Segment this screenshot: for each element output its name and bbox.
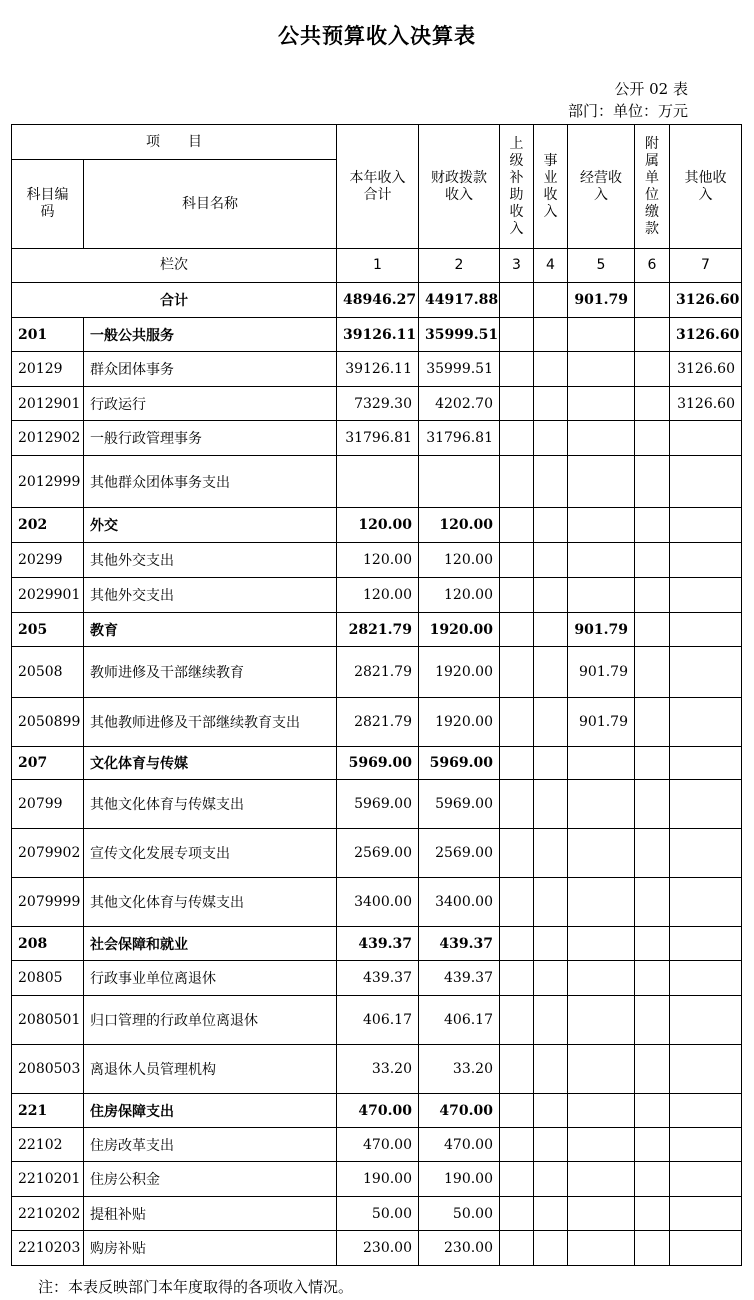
row-operating	[568, 352, 635, 387]
row-total	[337, 456, 419, 508]
row-upper	[500, 780, 534, 829]
row-code: 2080501	[12, 996, 84, 1045]
row-other	[670, 613, 742, 647]
row-fiscal: 5969.00	[419, 780, 500, 829]
column-number: 5	[568, 249, 635, 283]
row-upper	[500, 1045, 534, 1094]
header-name: 科目名称	[84, 160, 337, 249]
row-code: 2210203	[12, 1231, 84, 1266]
row-operating	[568, 1128, 635, 1162]
table-row	[12, 927, 742, 961]
row-operating	[568, 578, 635, 613]
row-operating	[568, 780, 635, 829]
row-total: 230.00	[337, 1231, 419, 1266]
row-name: 其他群众团体事务支出	[84, 456, 337, 508]
row-other	[670, 1162, 742, 1197]
row-business	[534, 421, 568, 456]
row-total: 48946.27	[337, 283, 419, 318]
row-fiscal: 31796.81	[419, 421, 500, 456]
row-name: 文化体育与传媒	[84, 747, 337, 780]
row-name: 群众团体事务	[84, 352, 337, 387]
row-other	[670, 1231, 742, 1266]
row-fiscal: 470.00	[419, 1094, 500, 1128]
row-fiscal: 439.37	[419, 927, 500, 961]
row-total: 5969.00	[337, 780, 419, 829]
row-other: 3126.60	[670, 352, 742, 387]
row-total: 33.20	[337, 1045, 419, 1094]
row-fiscal: 470.00	[419, 1128, 500, 1162]
row-operating	[568, 1045, 635, 1094]
table-row	[12, 780, 742, 829]
row-code: 2079902	[12, 829, 84, 878]
row-name: 住房公积金	[84, 1162, 337, 1197]
row-code: 2029901	[12, 578, 84, 613]
row-business	[534, 318, 568, 352]
row-total: 120.00	[337, 508, 419, 543]
row-name: 其他外交支出	[84, 543, 337, 578]
row-other	[670, 927, 742, 961]
row-operating	[568, 318, 635, 352]
row-upper	[500, 878, 534, 927]
row-operating: 901.79	[568, 283, 635, 318]
row-code: 2079999	[12, 878, 84, 927]
row-upper	[500, 1231, 534, 1266]
row-name: 其他文化体育与传媒支出	[84, 878, 337, 927]
row-affiliated	[635, 352, 670, 387]
unit-label: 部门：单位：万元	[567, 102, 688, 120]
header-upper: 上级补助收入	[500, 125, 534, 249]
table-row	[12, 698, 742, 747]
row-name: 行政事业单位离退休	[84, 961, 337, 996]
row-other	[670, 647, 742, 698]
row-business	[534, 996, 568, 1045]
row-upper	[500, 1197, 534, 1231]
row-code: 20508	[12, 647, 84, 698]
row-affiliated	[635, 1128, 670, 1162]
row-affiliated	[635, 878, 670, 927]
row-affiliated	[635, 578, 670, 613]
row-code: 2012999	[12, 456, 84, 508]
row-total: 470.00	[337, 1094, 419, 1128]
row-upper	[500, 647, 534, 698]
row-total: 50.00	[337, 1197, 419, 1231]
row-total: 406.17	[337, 996, 419, 1045]
table-row	[12, 543, 742, 578]
row-total: 3400.00	[337, 878, 419, 927]
row-upper	[500, 613, 534, 647]
row-code: 201	[12, 318, 84, 352]
row-operating	[568, 387, 635, 421]
row-fiscal	[419, 456, 500, 508]
row-operating: 901.79	[568, 613, 635, 647]
row-fiscal: 50.00	[419, 1197, 500, 1231]
row-upper	[500, 508, 534, 543]
row-code: 2050899	[12, 698, 84, 747]
row-total: 190.00	[337, 1162, 419, 1197]
row-business	[534, 829, 568, 878]
row-name: 住房改革支出	[84, 1128, 337, 1162]
row-fiscal: 44917.88	[419, 283, 500, 318]
row-code: 205	[12, 613, 84, 647]
row-business	[534, 283, 568, 318]
row-other: 3126.60	[670, 318, 742, 352]
row-fiscal: 33.20	[419, 1045, 500, 1094]
row-business	[534, 578, 568, 613]
row-operating	[568, 456, 635, 508]
row-business	[534, 1045, 568, 1094]
row-business	[534, 1231, 568, 1266]
row-upper	[500, 578, 534, 613]
table-row	[12, 578, 742, 613]
row-other: 3126.60	[670, 387, 742, 421]
row-upper	[500, 543, 534, 578]
row-operating	[568, 421, 635, 456]
row-upper	[500, 456, 534, 508]
row-business	[534, 508, 568, 543]
row-upper	[500, 318, 534, 352]
row-other	[670, 747, 742, 780]
row-affiliated	[635, 927, 670, 961]
row-fiscal: 120.00	[419, 578, 500, 613]
row-upper	[500, 387, 534, 421]
row-name: 离退休人员管理机构	[84, 1045, 337, 1094]
row-fiscal: 1920.00	[419, 647, 500, 698]
row-fiscal: 4202.70	[419, 387, 500, 421]
row-code: 20129	[12, 352, 84, 387]
row-other	[670, 996, 742, 1045]
row-code: 22102	[12, 1128, 84, 1162]
column-number: 2	[419, 249, 500, 283]
header-business: 事业收入	[534, 125, 568, 249]
row-upper	[500, 996, 534, 1045]
column-number: 4	[534, 249, 568, 283]
row-code: 2012902	[12, 421, 84, 456]
row-fiscal: 1920.00	[419, 613, 500, 647]
row-total: 5969.00	[337, 747, 419, 780]
row-other	[670, 1094, 742, 1128]
row-other	[670, 421, 742, 456]
row-business	[534, 1128, 568, 1162]
row-upper	[500, 961, 534, 996]
row-operating	[568, 508, 635, 543]
form-number: 公开 02 表	[614, 80, 688, 98]
table-row	[12, 387, 742, 421]
footnote: 注：本表反映部门本年度取得的各项收入情况。	[38, 1278, 354, 1296]
table-row	[12, 352, 742, 387]
row-upper	[500, 698, 534, 747]
table-row	[12, 747, 742, 780]
table-row	[12, 1197, 742, 1231]
row-code: 20799	[12, 780, 84, 829]
row-other	[670, 829, 742, 878]
row-code: 202	[12, 508, 84, 543]
row-other	[670, 456, 742, 508]
row-upper	[500, 829, 534, 878]
row-affiliated	[635, 456, 670, 508]
row-total: 31796.81	[337, 421, 419, 456]
row-fiscal: 439.37	[419, 961, 500, 996]
row-name: 其他教师进修及干部继续教育支出	[84, 698, 337, 747]
row-affiliated	[635, 318, 670, 352]
table-row	[12, 829, 742, 878]
row-total: 439.37	[337, 927, 419, 961]
row-other	[670, 780, 742, 829]
row-business	[534, 387, 568, 421]
row-upper	[500, 747, 534, 780]
row-operating	[568, 1094, 635, 1128]
row-name: 社会保障和就业	[84, 927, 337, 961]
row-upper	[500, 283, 534, 318]
row-fiscal: 2569.00	[419, 829, 500, 878]
row-other	[670, 961, 742, 996]
table-row	[12, 1162, 742, 1197]
table-row	[12, 318, 742, 352]
row-upper	[500, 1128, 534, 1162]
column-number: 7	[670, 249, 742, 283]
column-number: 3	[500, 249, 534, 283]
row-name: 归口管理的行政单位离退休	[84, 996, 337, 1045]
row-operating: 901.79	[568, 647, 635, 698]
row-name: 外交	[84, 508, 337, 543]
row-other	[670, 508, 742, 543]
row-affiliated	[635, 1094, 670, 1128]
row-fiscal: 35999.51	[419, 352, 500, 387]
row-code: 20805	[12, 961, 84, 996]
income-table	[11, 124, 742, 1266]
row-name: 一般行政管理事务	[84, 421, 337, 456]
table-row	[12, 1094, 742, 1128]
header-code: 科目编码	[12, 160, 84, 249]
total-row	[12, 283, 742, 318]
row-fiscal: 120.00	[419, 508, 500, 543]
header-other: 其他收入	[670, 125, 742, 249]
row-business	[534, 698, 568, 747]
row-upper	[500, 927, 534, 961]
row-name: 提租补贴	[84, 1197, 337, 1231]
table-row	[12, 1231, 742, 1266]
row-name: 教师进修及干部继续教育	[84, 647, 337, 698]
column-number: 6	[635, 249, 670, 283]
row-code: 20299	[12, 543, 84, 578]
table-row	[12, 508, 742, 543]
row-affiliated	[635, 698, 670, 747]
row-operating	[568, 878, 635, 927]
row-name: 教育	[84, 613, 337, 647]
header-item: 项 目	[12, 125, 337, 160]
row-total: 120.00	[337, 578, 419, 613]
row-other	[670, 698, 742, 747]
row-business	[534, 352, 568, 387]
row-affiliated	[635, 747, 670, 780]
page-title: 公共预算收入决算表	[278, 24, 476, 48]
row-affiliated	[635, 283, 670, 318]
row-total: 2821.79	[337, 647, 419, 698]
row-name: 其他文化体育与传媒支出	[84, 780, 337, 829]
row-total: 39126.11	[337, 318, 419, 352]
row-fiscal: 230.00	[419, 1231, 500, 1266]
row-operating	[568, 1197, 635, 1231]
header-total: 本年收入合计	[337, 125, 419, 249]
row-operating	[568, 1162, 635, 1197]
row-fiscal: 120.00	[419, 543, 500, 578]
table-row	[12, 456, 742, 508]
table-row	[12, 1128, 742, 1162]
row-upper	[500, 1094, 534, 1128]
row-affiliated	[635, 961, 670, 996]
header-affiliated: 附属单位缴款	[635, 125, 670, 249]
row-operating	[568, 996, 635, 1045]
row-fiscal: 190.00	[419, 1162, 500, 1197]
row-affiliated	[635, 1162, 670, 1197]
row-other	[670, 1128, 742, 1162]
row-upper	[500, 1162, 534, 1197]
row-affiliated	[635, 421, 670, 456]
table-row	[12, 647, 742, 698]
row-business	[534, 780, 568, 829]
row-code: 221	[12, 1094, 84, 1128]
row-affiliated	[635, 387, 670, 421]
row-affiliated	[635, 996, 670, 1045]
column-number: 1	[337, 249, 419, 283]
row-total: 39126.11	[337, 352, 419, 387]
row-total: 470.00	[337, 1128, 419, 1162]
row-other: 3126.60	[670, 283, 742, 318]
row-name: 一般公共服务	[84, 318, 337, 352]
row-affiliated	[635, 1231, 670, 1266]
row-business	[534, 1094, 568, 1128]
table-row	[12, 421, 742, 456]
row-code: 2012901	[12, 387, 84, 421]
row-fiscal: 3400.00	[419, 878, 500, 927]
row-other	[670, 1197, 742, 1231]
row-operating	[568, 927, 635, 961]
row-code: 207	[12, 747, 84, 780]
row-fiscal: 5969.00	[419, 747, 500, 780]
row-affiliated	[635, 647, 670, 698]
row-affiliated	[635, 613, 670, 647]
row-code: 2210202	[12, 1197, 84, 1231]
row-affiliated	[635, 1197, 670, 1231]
total-label: 合计	[12, 283, 337, 318]
row-business	[534, 747, 568, 780]
row-business	[534, 961, 568, 996]
row-name: 其他外交支出	[84, 578, 337, 613]
table-row	[12, 961, 742, 996]
row-other	[670, 578, 742, 613]
row-total: 439.37	[337, 961, 419, 996]
row-fiscal: 406.17	[419, 996, 500, 1045]
column-number-label: 栏次	[12, 249, 337, 283]
row-business	[534, 543, 568, 578]
row-operating	[568, 961, 635, 996]
row-operating	[568, 747, 635, 780]
row-total: 2821.79	[337, 698, 419, 747]
row-name: 宣传文化发展专项支出	[84, 829, 337, 878]
row-name: 购房补贴	[84, 1231, 337, 1266]
row-affiliated	[635, 780, 670, 829]
row-affiliated	[635, 508, 670, 543]
row-business	[534, 456, 568, 508]
row-other	[670, 878, 742, 927]
row-affiliated	[635, 829, 670, 878]
row-code: 208	[12, 927, 84, 961]
row-operating	[568, 829, 635, 878]
header-fiscal: 财政拨款收入	[419, 125, 500, 249]
row-fiscal: 1920.00	[419, 698, 500, 747]
row-total: 120.00	[337, 543, 419, 578]
row-operating	[568, 543, 635, 578]
row-other	[670, 1045, 742, 1094]
row-total: 2821.79	[337, 613, 419, 647]
table-row	[12, 613, 742, 647]
row-affiliated	[635, 1045, 670, 1094]
row-affiliated	[635, 543, 670, 578]
row-total: 2569.00	[337, 829, 419, 878]
row-upper	[500, 352, 534, 387]
row-business	[534, 927, 568, 961]
row-code: 2210201	[12, 1162, 84, 1197]
row-business	[534, 878, 568, 927]
row-name: 住房保障支出	[84, 1094, 337, 1128]
row-business	[534, 1197, 568, 1231]
row-upper	[500, 421, 534, 456]
table-row	[12, 878, 742, 927]
table-row	[12, 1045, 742, 1094]
header-operating: 经营收入	[568, 125, 635, 249]
row-operating: 901.79	[568, 698, 635, 747]
table-row	[12, 996, 742, 1045]
row-fiscal: 35999.51	[419, 318, 500, 352]
row-business	[534, 613, 568, 647]
row-name: 行政运行	[84, 387, 337, 421]
row-business	[534, 647, 568, 698]
row-total: 7329.30	[337, 387, 419, 421]
row-operating	[568, 1231, 635, 1266]
row-business	[534, 1162, 568, 1197]
row-code: 2080503	[12, 1045, 84, 1094]
row-other	[670, 543, 742, 578]
